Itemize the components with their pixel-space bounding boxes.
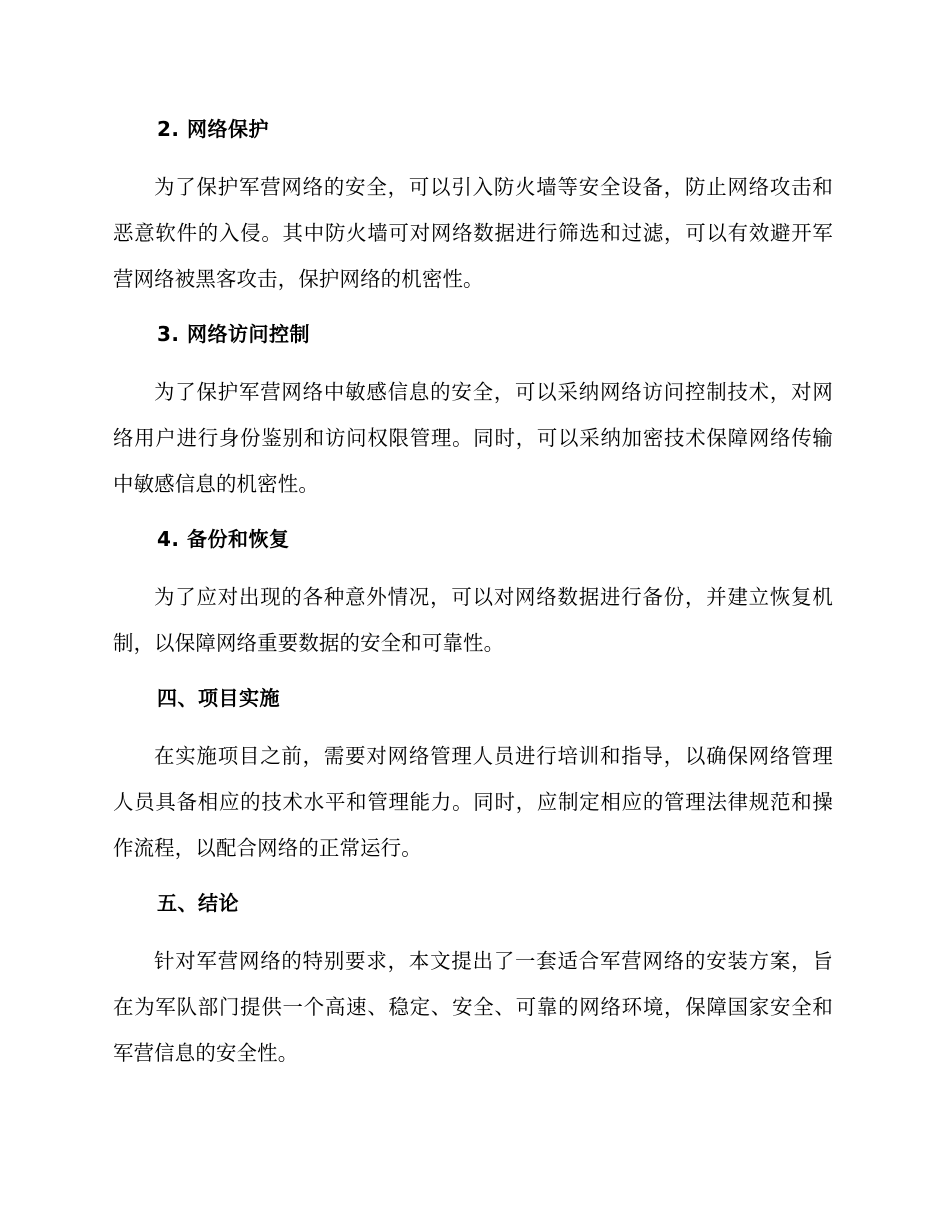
section-heading-implementation: 四、项目实施 (157, 686, 280, 710)
section-paragraph-conclusion: 针对军营网络的特别要求，本文提出了一套适合军营网络的安装方案，旨在为军队部门提供一个高速、稳定、安全、可靠的网络环境，保障国家安全和军营信息的安全性。 (113, 949, 833, 1065)
section-heading-backup-recovery: 4. 备份和恢复 (157, 527, 290, 551)
section-heading-conclusion: 五、结论 (157, 891, 239, 915)
section-paragraph-implementation: 在实施项目之前，需要对网络管理人员进行培训和指导，以确保网络管理人员具备相应的技术水平和管理能力。同时，应制定相应的管理法律规范和操作流程，以配合网络的正常运行。 (113, 744, 833, 860)
section-heading-network-protection: 2. 网络保护 (157, 117, 269, 141)
section-paragraph-network-protection: 为了保护军营网络的安全，可以引入防火墙等安全设备，防止网络攻击和恶意软件的入侵。其中防火墙可对网络数据进行筛选和过滤，可以有效避开军营网络被黑客攻击，保护网络的机密性。 (113, 175, 833, 291)
section-heading-access-control: 3. 网络访问控制 (157, 322, 310, 346)
section-paragraph-access-control: 为了保护军营网络中敏感信息的安全，可以采纳网络访问控制技术，对网络用户进行身份鉴别和访问权限管理。同时，可以采纳加密技术保障网络传输中敏感信息的机密性。 (113, 380, 833, 496)
section-paragraph-backup-recovery: 为了应对出现的各种意外情况，可以对网络数据进行备份，并建立恢复机制，以保障网络重要数据的安全和可靠性。 (113, 585, 833, 655)
